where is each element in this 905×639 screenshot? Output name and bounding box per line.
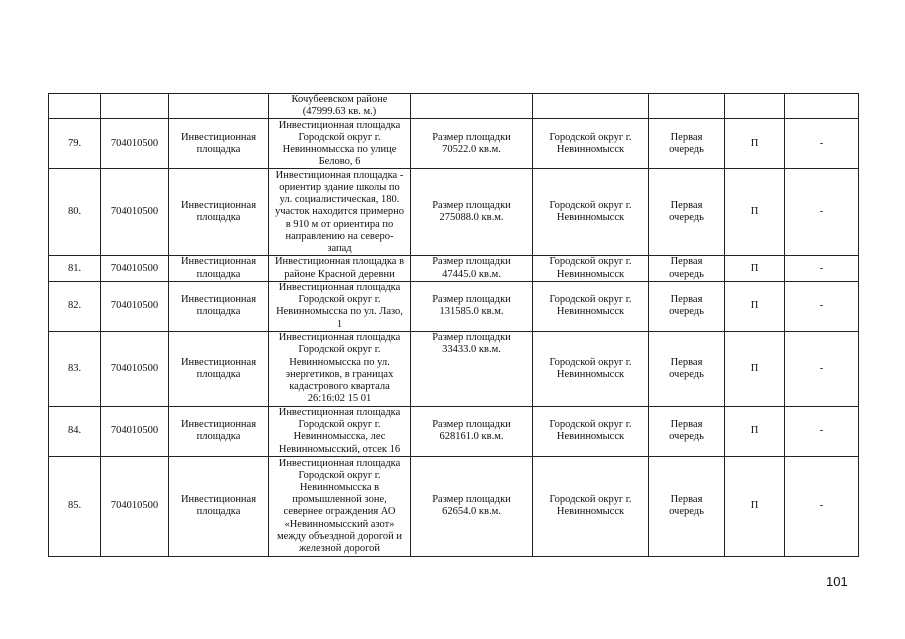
cell-description: Кочубеевском районе (47999.63 кв. м.) bbox=[269, 94, 411, 119]
cell-number: 80. bbox=[49, 169, 101, 256]
cell-description: Инвестиционная площадка в районе Красной деревни bbox=[269, 256, 411, 281]
cell-number: 85. bbox=[49, 456, 101, 556]
cell-size: Размер площадки 275088.0 кв.м. bbox=[411, 169, 533, 256]
cell-dash: - bbox=[785, 256, 859, 281]
cell-queue: Первая очередь bbox=[649, 331, 725, 406]
cell-code: 704010500 bbox=[101, 169, 169, 256]
cell-code: 704010500 bbox=[101, 281, 169, 331]
table-row bbox=[49, 281, 859, 331]
cell-type: Инвестиционная площадка bbox=[169, 456, 269, 556]
cell-type: Инвестиционная площадка bbox=[169, 119, 269, 169]
cell-code: 704010500 bbox=[101, 406, 169, 456]
cell-dash: - bbox=[785, 281, 859, 331]
cell-number: 81. bbox=[49, 256, 101, 281]
cell-dash: - bbox=[785, 119, 859, 169]
cell-number: 83. bbox=[49, 331, 101, 406]
cell-queue: Первая очередь bbox=[649, 256, 725, 281]
cell-empty bbox=[785, 94, 859, 119]
cell-size: Размер площадки 70522.0 кв.м. bbox=[411, 119, 533, 169]
cell-number: 82. bbox=[49, 281, 101, 331]
cell-dash: - bbox=[785, 169, 859, 256]
cell-category-letter: П bbox=[725, 331, 785, 406]
table-row bbox=[49, 256, 859, 281]
cell-size: Размер площадки 47445.0 кв.м. bbox=[411, 256, 533, 281]
cell-municipality: Городской округ г. Невинномысск bbox=[533, 331, 649, 406]
cell-code: 704010500 bbox=[101, 331, 169, 406]
table-row bbox=[49, 119, 859, 169]
cell-category-letter: П bbox=[725, 119, 785, 169]
cell-type: Инвестиционная площадка bbox=[169, 169, 269, 256]
cell-description: Инвестиционная площадка Городской округ г. Невинномысска по ул. Лазо, 1 bbox=[269, 281, 411, 331]
cell-municipality: Городской округ г. Невинномысск bbox=[533, 169, 649, 256]
cell-municipality: Городской округ г. Невинномысск bbox=[533, 456, 649, 556]
cell-empty bbox=[533, 94, 649, 119]
cell-size: Размер площадки 628161.0 кв.м. bbox=[411, 406, 533, 456]
cell-description: Инвестиционная площадка Городской округ г. Невинномысска в промышленной зоне, севернее ограждения АО «Невинномысский азот» между объездной дорогой и железной дорогой bbox=[269, 456, 411, 556]
cell-dash: - bbox=[785, 456, 859, 556]
page-number: 101 bbox=[826, 574, 848, 589]
cell-description: Инвестиционная площадка Городской округ г. Невинномысска по улице Белово, 6 bbox=[269, 119, 411, 169]
cell-type: Инвестиционная площадка bbox=[169, 331, 269, 406]
cell-description: Инвестиционная площадка Городской округ г. Невинномысска, лес Невинномысский, отсек 16 bbox=[269, 406, 411, 456]
cell-category-letter: П bbox=[725, 256, 785, 281]
cell-code: 704010500 bbox=[101, 119, 169, 169]
cell-empty bbox=[169, 94, 269, 119]
cell-queue: Первая очередь bbox=[649, 456, 725, 556]
cell-empty bbox=[49, 94, 101, 119]
cell-description: Инвестиционная площадка Городской округ г. Невинномысска по ул. энергетиков, в границах кадастрового квартала 26:16:02 15 01 bbox=[269, 331, 411, 406]
cell-dash: - bbox=[785, 406, 859, 456]
cell-empty bbox=[101, 94, 169, 119]
cell-type: Инвестиционная площадка bbox=[169, 281, 269, 331]
cell-description: Инвестиционная площадка - ориентир здание школы по ул. социалистическая, 180. участок находится примерно в 910 м от ориентира по направлению на северо- запад bbox=[269, 169, 411, 256]
cell-category-letter: П bbox=[725, 281, 785, 331]
cell-category-letter: П bbox=[725, 169, 785, 256]
cell-queue: Первая очередь bbox=[649, 119, 725, 169]
table-row bbox=[49, 456, 859, 556]
cell-municipality: Городской округ г. Невинномысск bbox=[533, 406, 649, 456]
cell-empty bbox=[725, 94, 785, 119]
cell-type: Инвестиционная площадка bbox=[169, 256, 269, 281]
cell-size: Размер площадки 62654.0 кв.м. bbox=[411, 456, 533, 556]
cell-municipality: Городской округ г. Невинномысск bbox=[533, 256, 649, 281]
cell-type: Инвестиционная площадка bbox=[169, 406, 269, 456]
cell-queue: Первая очередь bbox=[649, 169, 725, 256]
table-body bbox=[49, 94, 859, 557]
cell-code: 704010500 bbox=[101, 456, 169, 556]
cell-code: 704010500 bbox=[101, 256, 169, 281]
cell-category-letter: П bbox=[725, 406, 785, 456]
table-row bbox=[49, 331, 859, 406]
cell-empty bbox=[411, 94, 533, 119]
cell-size: Размер площадки 131585.0 кв.м. bbox=[411, 281, 533, 331]
table-row bbox=[49, 169, 859, 256]
investment-sites-table bbox=[48, 93, 859, 557]
cell-number: 84. bbox=[49, 406, 101, 456]
table-row-continuation bbox=[49, 94, 859, 119]
cell-municipality: Городской округ г. Невинномысск bbox=[533, 119, 649, 169]
cell-municipality: Городской округ г. Невинномысск bbox=[533, 281, 649, 331]
cell-size: Размер площадки 33433.0 кв.м. bbox=[411, 331, 533, 406]
cell-empty bbox=[649, 94, 725, 119]
cell-number: 79. bbox=[49, 119, 101, 169]
table-row bbox=[49, 406, 859, 456]
cell-category-letter: П bbox=[725, 456, 785, 556]
cell-dash: - bbox=[785, 331, 859, 406]
cell-queue: Первая очередь bbox=[649, 281, 725, 331]
cell-queue: Первая очередь bbox=[649, 406, 725, 456]
